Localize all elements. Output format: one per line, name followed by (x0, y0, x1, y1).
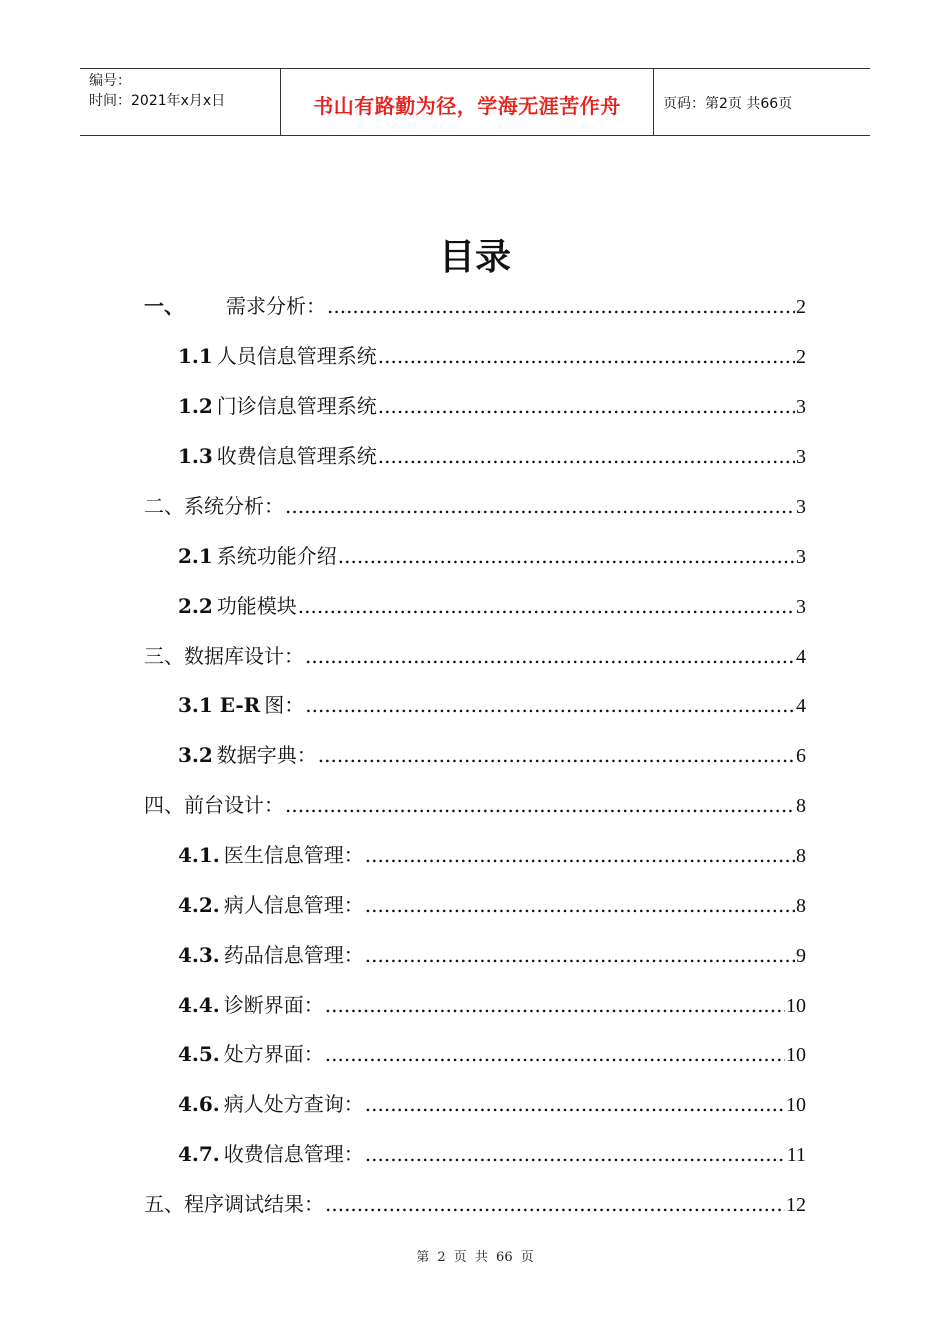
toc-entry-number: 3.2 (178, 743, 213, 767)
toc-entry[interactable] (178, 340, 806, 372)
toc-entry-label: 五、程序调试结果： (144, 1192, 324, 1216)
toc-entry-page: 6 (796, 745, 806, 767)
toc-entry-label: 收费信息管理： (223, 1142, 364, 1166)
page-footer: 第 2 页 共 66 页 (416, 1250, 534, 1265)
toc-entry-label: 图： (264, 693, 305, 717)
toc-entry-page: 8 (796, 845, 806, 867)
page-header (80, 68, 870, 136)
toc-dot-leader (378, 340, 795, 372)
toc-dot-leader (365, 889, 795, 921)
toc-entry-page: 10 (786, 1094, 806, 1116)
toc-entry-page: 3 (796, 496, 806, 518)
toc-entry[interactable] (178, 390, 806, 422)
toc-entry-page: 3 (796, 396, 806, 418)
toc-entry-page: 11 (786, 1144, 806, 1166)
toc-entry-page: 10 (786, 995, 806, 1017)
toc-entry-label: 数据字典： (216, 743, 317, 767)
toc-entry[interactable] (178, 1138, 806, 1170)
toc-entry[interactable] (178, 939, 806, 971)
toc-entry[interactable] (178, 739, 806, 771)
toc-entry-number: 1.1 (178, 344, 213, 368)
toc-entry-label: 门诊信息管理系统 (216, 394, 377, 418)
toc-entry-page: 9 (796, 945, 806, 967)
toc-entry-page: 12 (786, 1194, 806, 1216)
toc-dot-leader (338, 540, 795, 572)
toc-entry-page: 3 (796, 596, 806, 618)
toc-entry-number: 1.2 (178, 394, 213, 418)
toc-entry[interactable] (144, 640, 806, 672)
toc-entry-page: 3 (796, 446, 806, 468)
toc-entry-number: 4.1. (178, 843, 220, 867)
toc-entry[interactable] (178, 1038, 806, 1070)
toc-entry[interactable] (178, 540, 806, 572)
toc-entry[interactable] (178, 989, 806, 1021)
toc-dot-leader (285, 789, 795, 821)
toc-entry[interactable] (144, 789, 806, 821)
toc-dot-leader (327, 290, 795, 322)
toc-title: 目录 (438, 237, 511, 278)
toc-entry-label: 人员信息管理系统 (216, 344, 377, 368)
toc-entry-number: 4.3. (178, 943, 220, 967)
toc-entry-label: 需求分析： (226, 294, 326, 318)
toc-dot-leader (325, 1188, 785, 1220)
toc-entry-number: 3.1 E-R (178, 693, 261, 717)
toc-dot-leader (298, 590, 795, 622)
toc-entry-number: 4.6. (178, 1092, 220, 1116)
toc-dot-leader (378, 440, 795, 472)
toc-entry-label: 病人信息管理： (223, 893, 364, 917)
toc-entry-label: 医生信息管理： (223, 843, 364, 867)
toc-entry-label: 系统功能介绍 (216, 544, 337, 568)
toc-dot-leader (318, 739, 795, 771)
toc-entry[interactable] (144, 490, 806, 522)
toc-dot-leader (305, 640, 795, 672)
toc-dot-leader (365, 939, 795, 971)
toc-entry[interactable] (178, 590, 806, 622)
toc-entry-label: 三、数据库设计： (144, 644, 304, 668)
toc-entry-label: 收费信息管理系统 (216, 444, 377, 468)
toc-dot-leader (285, 490, 795, 522)
toc-entry-number: 4.2. (178, 893, 220, 917)
header-meta (80, 69, 281, 135)
header-number-label: 编号： (89, 73, 131, 89)
toc-entry-page: 10 (786, 1044, 806, 1066)
toc-entry[interactable] (178, 839, 806, 871)
toc-entry[interactable] (178, 889, 806, 921)
toc-dot-leader (378, 390, 795, 422)
toc-entry[interactable] (144, 1188, 806, 1220)
toc-entry[interactable] (178, 440, 806, 472)
toc-dot-leader (305, 689, 795, 721)
toc-entry-number: 2.2 (178, 594, 213, 618)
toc-entry-number: 4.7. (178, 1142, 220, 1166)
toc-entry-label: 诊断界面： (223, 993, 324, 1017)
toc-entry-label: 四、前台设计： (144, 793, 284, 817)
header-page-info: 页码：第2页 共66页 (663, 96, 793, 112)
toc-entry-label: 功能模块 (216, 594, 297, 618)
toc-entry-page: 2 (796, 296, 806, 318)
toc-entry-number: 2.1 (178, 544, 213, 568)
toc-entry-number: 4.5. (178, 1042, 220, 1066)
toc-entry-page: 8 (796, 895, 806, 917)
toc-dot-leader (365, 1138, 786, 1170)
toc-entry-number: 1.3 (178, 444, 213, 468)
toc-dot-leader (365, 1088, 785, 1120)
toc-entry-label: 处方界面： (223, 1042, 324, 1066)
toc-entry-label: 药品信息管理： (223, 943, 364, 967)
toc-entry-page: 4 (796, 646, 806, 668)
toc-dot-leader (365, 839, 795, 871)
toc-entry-page: 8 (796, 795, 806, 817)
toc-entry-number: 4.4. (178, 993, 220, 1017)
toc-entry-page: 4 (796, 695, 806, 717)
toc-entry[interactable] (178, 689, 806, 721)
toc-entry-page: 3 (796, 546, 806, 568)
toc-dot-leader (325, 1038, 785, 1070)
header-time-label: 时间：2021年x月x日 (89, 93, 226, 109)
header-motto: 书山有路勤为径，学海无涯苦作舟 (281, 69, 654, 135)
toc-entry-label: 二、系统分析： (144, 494, 284, 518)
toc-entry[interactable] (178, 1088, 806, 1120)
toc-entry-number: 一、 (144, 294, 184, 318)
toc-dot-leader (325, 989, 785, 1021)
toc-entry[interactable] (144, 290, 806, 322)
toc-entry-page: 2 (796, 346, 806, 368)
toc-entry-label: 病人处方查询： (223, 1092, 364, 1116)
